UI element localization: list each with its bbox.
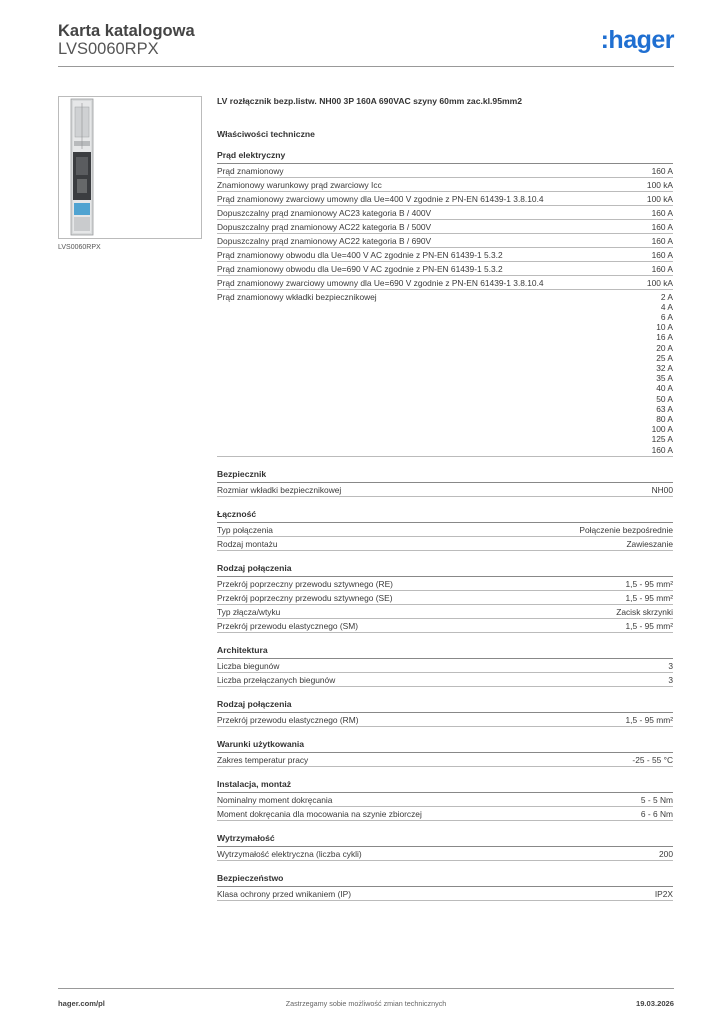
page-header bbox=[58, 20, 674, 67]
spec-label: Zakres temperatur pracy bbox=[217, 754, 309, 765]
spec-value: 160 A bbox=[651, 207, 673, 218]
section-title: Łączność bbox=[217, 509, 673, 523]
spec-label: Nominalny moment dokręcania bbox=[217, 794, 333, 805]
spec-row bbox=[217, 605, 673, 619]
spec-label: Przekrój przewodu elastycznego (RM) bbox=[217, 714, 359, 725]
spec-label: Dopuszczalny prąd znamionowy AC22 kategoria B / 500V bbox=[217, 221, 432, 232]
section-gap bbox=[217, 551, 673, 563]
spec-label: Klasa ochrony przed wnikaniem (IP) bbox=[217, 888, 352, 899]
spec-row bbox=[217, 234, 673, 248]
spec-label: Prąd znamionowy obwodu dla Ue=690 V AC zgodnie z PN-EN 61439-1 5.3.2 bbox=[217, 263, 503, 274]
spec-row bbox=[217, 483, 673, 497]
spec-value: IP2X bbox=[654, 888, 673, 899]
spec-value: Zacisk skrzynki bbox=[616, 606, 673, 617]
spec-row bbox=[217, 591, 673, 605]
spec-value: 160 A bbox=[651, 263, 673, 274]
spec-section bbox=[217, 509, 673, 551]
spec-value: Zawieszanie bbox=[626, 538, 673, 549]
spec-row bbox=[217, 178, 673, 192]
spec-value: 100 kA bbox=[646, 179, 673, 190]
spec-label: Dopuszczalny prąd znamionowy AC23 kategoria B / 400V bbox=[217, 207, 432, 218]
spec-row bbox=[217, 523, 673, 537]
spec-value: 160 A bbox=[651, 249, 673, 260]
footer-disclaimer: Zastrzegamy sobie możliwość zmian technicznych bbox=[285, 999, 447, 1008]
spec-section bbox=[217, 699, 673, 727]
spec-value: 2 A 4 A 6 A 10 A 16 A 20 A 25 A 32 A 35 A 40 A 50 A 63 A 80 A 100 A 125 A 160 A bbox=[651, 291, 673, 455]
spec-label: Typ połączenia bbox=[217, 524, 273, 535]
spec-label: Typ złącza/wtyku bbox=[217, 606, 281, 617]
spec-section bbox=[217, 563, 673, 633]
spec-label: Dopuszczalny prąd znamionowy AC22 kategoria B / 690V bbox=[217, 235, 432, 246]
spec-value: 160 A bbox=[651, 221, 673, 232]
spec-value: 1,5 - 95 mm² bbox=[625, 620, 673, 631]
spec-section bbox=[217, 739, 673, 767]
photo-caption: LVS0060RPX bbox=[58, 244, 101, 251]
section-gap bbox=[217, 457, 673, 469]
spec-value: 100 kA bbox=[646, 277, 673, 288]
spec-label: Znamionowy warunkowy prąd zwarciowy Icc bbox=[217, 179, 382, 190]
spec-sections bbox=[217, 150, 673, 901]
product-details bbox=[217, 94, 673, 901]
spec-row bbox=[217, 577, 673, 591]
spec-section bbox=[217, 645, 673, 687]
spec-value: 6 - 6 Nm bbox=[640, 808, 673, 819]
section-title: Rodzaj połączenia bbox=[217, 563, 673, 577]
spec-row bbox=[217, 276, 673, 290]
spec-row bbox=[217, 619, 673, 633]
spec-value: 1,5 - 95 mm² bbox=[625, 714, 673, 725]
spec-label: Prąd znamionowy wkładki bezpiecznikowej bbox=[217, 291, 377, 302]
spec-row bbox=[217, 248, 673, 262]
spec-value: 1,5 - 95 mm² bbox=[625, 578, 673, 589]
section-title: Prąd elektryczny bbox=[217, 150, 673, 164]
spec-section bbox=[217, 469, 673, 497]
section-gap bbox=[217, 727, 673, 739]
spec-value: 5 - 5 Nm bbox=[640, 794, 673, 805]
spec-row bbox=[217, 164, 673, 178]
spec-row bbox=[217, 659, 673, 673]
spec-label: Prąd znamionowy zwarciowy umowny dla Ue=400 V zgodnie z PN-EN 61439-1 3.8.10.4 bbox=[217, 193, 544, 204]
spec-label: Wytrzymałość elektryczna (liczba cykli) bbox=[217, 848, 362, 859]
spec-value: 3 bbox=[668, 674, 673, 685]
spec-row bbox=[217, 537, 673, 551]
spec-label: Rozmiar wkładki bezpiecznikowej bbox=[217, 484, 342, 495]
spec-value: NH00 bbox=[651, 484, 673, 495]
spec-label: Przekrój poprzeczny przewodu sztywnego (SE) bbox=[217, 592, 393, 603]
section-title: Instalacja, montaż bbox=[217, 779, 673, 793]
page-title: Karta katalogowa bbox=[58, 22, 195, 40]
spec-value: 1,5 - 95 mm² bbox=[625, 592, 673, 603]
section-title: Bezpieczeństwo bbox=[217, 873, 673, 887]
spec-label: Rodzaj montażu bbox=[217, 538, 278, 549]
spec-label: Moment dokręcania dla mocowania na szynie zbiorczej bbox=[217, 808, 422, 819]
section-gap bbox=[217, 497, 673, 509]
section-title: Warunki użytkowania bbox=[217, 739, 673, 753]
spec-value: Połączenie bezpośrednie bbox=[579, 524, 673, 535]
spec-label: Prąd znamionowy zwarciowy umowny dla Ue=690 V zgodnie z PN-EN 61439-1 3.8.10.4 bbox=[217, 277, 544, 288]
section-title: Wytrzymałość bbox=[217, 833, 673, 847]
spec-row bbox=[217, 887, 673, 901]
section-title: Bezpiecznik bbox=[217, 469, 673, 483]
section-title: Architektura bbox=[217, 645, 673, 659]
section-gap bbox=[217, 767, 673, 779]
page-footer bbox=[58, 988, 674, 1019]
spec-value: 100 kA bbox=[646, 193, 673, 204]
section-gap bbox=[217, 633, 673, 645]
product-photo bbox=[58, 96, 202, 239]
footer-date: 19.03.2026 bbox=[635, 999, 674, 1008]
hager-logo: :hager bbox=[600, 26, 674, 54]
product-description: LV rozłącznik bezp.listw. NH00 3P 160A 690VAC szyny 60mm zac.kl.95mm2 bbox=[217, 96, 523, 106]
spec-section bbox=[217, 873, 673, 901]
spec-section bbox=[217, 150, 673, 457]
spec-label: Liczba przełączanych biegunów bbox=[217, 674, 336, 685]
spec-section bbox=[217, 833, 673, 861]
spec-row bbox=[217, 713, 673, 727]
spec-label: Przekrój poprzeczny przewodu sztywnego (RE) bbox=[217, 578, 393, 589]
spec-label: Prąd znamionowy obwodu dla Ue=400 V AC zgodnie z PN-EN 61439-1 5.3.2 bbox=[217, 249, 503, 260]
spec-row bbox=[217, 753, 673, 767]
spec-label: Liczba biegunów bbox=[217, 660, 280, 671]
spec-label: Przekrój przewodu elastycznego (SM) bbox=[217, 620, 359, 631]
spec-row bbox=[217, 206, 673, 220]
spec-row bbox=[217, 220, 673, 234]
spec-row bbox=[217, 192, 673, 206]
spec-label: Prąd znamionowy bbox=[217, 165, 284, 176]
tech-properties-title: Właściwości techniczne bbox=[217, 129, 315, 139]
spec-row bbox=[217, 673, 673, 687]
spec-row bbox=[217, 807, 673, 821]
footer-website: hager.com/pl bbox=[58, 999, 105, 1008]
spec-value: 200 bbox=[659, 848, 673, 859]
spec-value: 3 bbox=[668, 660, 673, 671]
spec-value: 160 A bbox=[651, 235, 673, 246]
spec-row bbox=[217, 847, 673, 861]
spec-row bbox=[217, 262, 673, 276]
spec-value: 160 A bbox=[651, 165, 673, 176]
spec-row bbox=[217, 290, 673, 457]
spec-row bbox=[217, 793, 673, 807]
section-gap bbox=[217, 687, 673, 699]
section-title: Rodzaj połączenia bbox=[217, 699, 673, 713]
product-code: LVS0060RPX bbox=[58, 40, 159, 58]
section-gap bbox=[217, 821, 673, 833]
spec-section bbox=[217, 779, 673, 821]
section-gap bbox=[217, 861, 673, 873]
spec-value: -25 - 55 °C bbox=[632, 754, 673, 765]
fuse-switch-icon bbox=[59, 97, 201, 238]
